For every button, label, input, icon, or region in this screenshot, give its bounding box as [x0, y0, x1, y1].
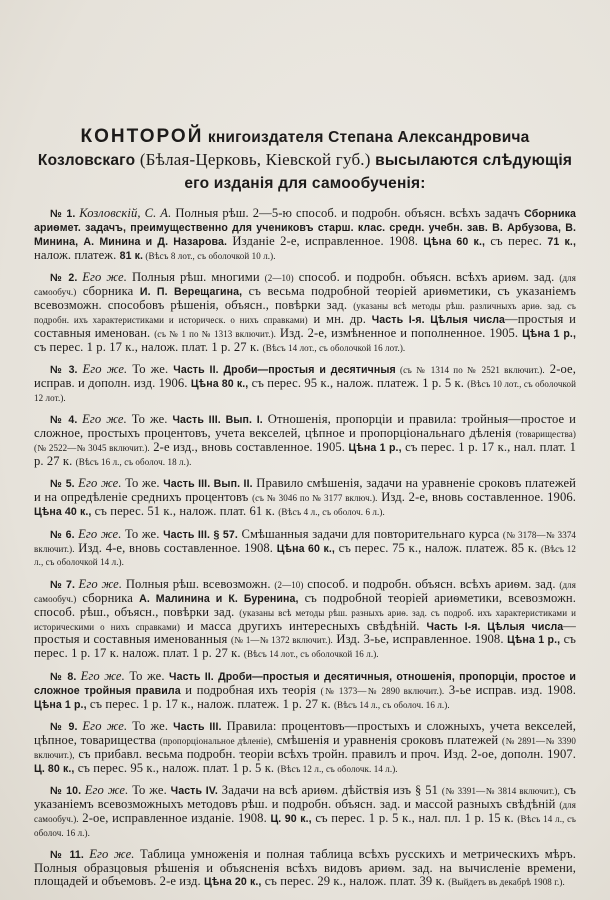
bold-text: Цѣна 1 р.,: [507, 634, 561, 647]
text: способ. и подробн. объясн. всѣхъ ариѳм. зад.: [303, 576, 560, 591]
small-note: (2—10): [264, 273, 294, 284]
text: Правила: процентовъ—простыхъ и сложныхъ, учета векселей, цѣпное, товарищества: [34, 719, 577, 747]
text: сборника: [76, 590, 140, 605]
bold-text: Часть III. § 57.: [163, 528, 238, 541]
small-note: (указаны всѣ методы рѣш. разныхъ ариѳ. зад. съ подроб. ихъ характеристиками и историческими о нихъ справками): [34, 607, 577, 632]
document-page: [34, 126, 576, 897]
text: Полныя рѣш. многими: [126, 270, 265, 285]
text: Изд. 2-е, вновь составленное. 1906.: [377, 490, 576, 505]
bold-text: Цѣна 60 к.,: [423, 235, 486, 248]
text: Задачи на всѣ ариѳм. дѣйствія изъ § 51: [217, 783, 442, 798]
text: То же.: [121, 526, 164, 541]
small-note: (для самообуч.): [34, 579, 577, 604]
text: То же.: [124, 668, 170, 683]
catalog-entry: [34, 578, 576, 661]
author-name: Его же.: [78, 576, 123, 591]
small-note: (Вѣсъ 14 л., съ оболоч. 16 л.).: [333, 699, 450, 710]
bold-text: Цѣна 1 р.,: [348, 442, 402, 455]
text: съ перес. 1 р. 17 к. налож. плат. 1 р. 27 к.: [34, 632, 576, 661]
text: съ перес. 75 к., налож. платеж. 85 к.: [334, 540, 541, 555]
catalog-entries: [34, 207, 576, 889]
small-note: (Вѣсъ 14 лот., съ оболочкой 16 л.).: [243, 649, 379, 660]
small-note: (съ № 1 по № 1313 включит.).: [154, 328, 277, 339]
catalog-entry: [34, 848, 576, 889]
small-note: (Выйдетъ въ декабрѣ 1908 г.).: [448, 877, 565, 888]
text: съ перес. 1 р. 5 к., нал. пл. 1 р. 15 к.: [311, 810, 518, 825]
author-name: Его же.: [78, 476, 122, 491]
publisher-office-heading: КОНТОРОЙ: [80, 126, 204, 147]
page-title: [34, 126, 576, 195]
text: съ весьма подробной теоріей ариѳметики, съ указаніемъ всевозможн. способовъ рѣшенія, объясн., повѣрки зад.: [34, 284, 576, 312]
text: съ перес. 1 р. 17 к., нал. плат. 1 р. 27 к.: [34, 440, 576, 468]
small-note: (№ 3178—№ 3374 включит.).: [34, 529, 577, 554]
bold-text: № 4.: [50, 414, 83, 427]
bold-text: книгоиздателя Степана Александровича Козловскаго: [37, 129, 530, 169]
small-note: (пропорціональное дѣленіе),: [159, 735, 274, 746]
text: (Бѣлая-Церковь, Кіевской губ.): [139, 150, 371, 169]
text: Полныя рѣш. всевозможн.: [122, 576, 275, 591]
bold-text: № 11.: [50, 849, 90, 862]
author-name: Его же.: [78, 526, 122, 541]
text: Изд. 3-ье, исправленное. 1908.: [332, 632, 508, 647]
author-name: Его же.: [82, 412, 127, 427]
bold-text: Часть III. Вып. II.: [163, 478, 253, 491]
bold-text: № 3.: [50, 364, 83, 377]
small-note: (для самообуч.).: [34, 800, 576, 824]
text: 2-е изд., вновь составленное. 1905.: [149, 440, 349, 455]
catalog-entry: [34, 670, 576, 712]
text: —простыя и составныя именован.: [34, 311, 576, 340]
author-name: Его же.: [80, 668, 125, 683]
bold-text: 81 к.: [119, 249, 144, 262]
bold-text: № 7.: [50, 578, 79, 591]
catalog-entry: [34, 207, 576, 263]
bold-text: 71 к.,: [547, 235, 577, 248]
small-note: (съ № 1314 по № 2521 включит.).: [395, 365, 545, 376]
small-note: (Вѣсъ 12 л., съ оболочкой 14 л.).: [34, 543, 577, 568]
text: —простыя и составныя именованныя: [34, 618, 576, 647]
small-note: (№ 1—№ 1372 включит.).: [230, 635, 333, 646]
text: Таблица умноженія и полная таблица всѣхъ русскихъ и метрическихъ мѣръ. Полныя образцовыя рѣшенія и объясненія всѣхъ видовъ ариѳм. зад. на вычисленіе времени, площадей и объемовъ. 2-е изд.: [34, 847, 576, 889]
text: Отношенія, пропорціи и правила: тройныя—простое и сложное, простыхъ процентовъ, учета векселей, цѣпное и пропорціональнаго дѣленія: [34, 412, 577, 441]
text: съ указаніемъ всевозможныхъ методовъ рѣш. и подробн. объясн. зад. и массой разныхъ свѣдѣній: [34, 783, 576, 812]
bold-text: № 8.: [50, 670, 81, 683]
text: съ перес. 1 р. 17 к., налож. платеж. 1 р. 27 к.: [86, 696, 334, 711]
small-note: (Вѣсъ 14 л., съ оболоч. 16 л.).: [34, 813, 576, 838]
catalog-entry: [34, 477, 576, 519]
text: и мн. др.: [307, 311, 372, 326]
bold-text: № 10.: [50, 785, 85, 798]
small-note: (2—10): [274, 579, 304, 590]
bold-text: Часть IV.: [170, 785, 218, 798]
bold-text: Ц. 90 к.,: [270, 812, 312, 825]
text: 3-ье исправ. изд. 1908.: [444, 682, 576, 697]
text: То же.: [128, 783, 171, 798]
author-name: Его же.: [82, 362, 128, 377]
bold-text: Сборника ариѳмет. задачъ, преимущественно для учениковъ старш. клас. средн. учебн. зав. В. Арбузова, В. Минина, А. Минина и Д. Назарова.: [34, 208, 576, 248]
bold-text: Цѣна 40 к.,: [34, 506, 92, 519]
bold-text: Цѣна 60 к.,: [276, 542, 335, 555]
text: съ прибавл. весьма подробн. теоріи всѣхъ тройн. правилъ и проч. Изд. 2-ое, дополн. 1907.: [74, 746, 576, 761]
text: Изд. 2-е, измѣненное и пополненное. 1905.: [276, 325, 523, 340]
bold-text: Часть I-я. Цѣлыя числа: [426, 620, 564, 633]
small-note: (Вѣсъ 12 л., съ оболочк. 14 л.).: [277, 763, 398, 774]
small-note: (Вѣсъ 4 л., съ оболоч. 6 л.).: [278, 507, 385, 518]
catalog-entry: [34, 528, 576, 570]
small-note: (товарищества) (№ 2522—№ 3045 включит.).: [34, 429, 576, 454]
bold-text: Цѣна 80 к.,: [190, 377, 249, 390]
text: и масса другихъ интересныхъ свѣдѣній.: [179, 618, 427, 633]
text: и подробная ихъ теорія: [180, 682, 321, 697]
small-note: (указаны всѣ методы рѣш. различныхъ ариѳ. зад. съ подробн. ихъ характеристиками и историческ. о нихъ справками): [34, 300, 576, 325]
bold-text: И. П. Верещагина,: [139, 286, 243, 299]
catalog-entry: [34, 413, 576, 469]
text: съ перес.: [485, 233, 548, 248]
small-note: (Вѣсъ 14 лот., съ оболочкой 16 лот.).: [262, 342, 406, 353]
text: То же.: [127, 362, 174, 377]
text: смѣшенія и уравненія сроковъ платежей: [273, 732, 503, 747]
bold-text: Часть I-я. Цѣлыя числа: [371, 313, 506, 326]
bold-text: А. Малинина и К. Буренина,: [139, 592, 299, 605]
catalog-entry: [34, 363, 576, 405]
text: налож. платеж.: [34, 247, 120, 262]
bold-text: Часть II. Дроби—простыя и десятичныя, отношенія, пропорціи, простое и сложное тройныя правила: [34, 670, 577, 697]
text: То же.: [126, 412, 173, 427]
small-note: (№ 3391—№ 3814 включит.),: [441, 786, 560, 797]
bold-text: № 5.: [50, 478, 79, 491]
bold-text: высылаются слѣдующія его изданія для самообученія:: [184, 152, 573, 192]
text: 2-ое, исправленное изданіе. 1908.: [78, 810, 271, 825]
bold-text: № 9.: [50, 721, 83, 733]
text: съ перес. 95 к., налож. плат. 1 р. 5 к.: [74, 760, 278, 775]
bold-text: № 2.: [50, 272, 83, 285]
author-name: Его же.: [82, 719, 128, 733]
small-note: (Вѣсъ 10 лот., съ оболочкой 12 лот.).: [34, 378, 576, 403]
small-note: (для самообуч.): [34, 273, 576, 298]
bold-text: № 1.: [50, 208, 80, 220]
text: съ перес. 1 р. 17 к., налож. плат. 1 р. 27 к.: [34, 339, 263, 354]
small-note: (№ 1373—№ 2890 включит.).: [320, 685, 445, 696]
small-note: (№ 2891—№ 3390 включит.),: [34, 735, 576, 760]
bold-text: Часть III. Вып. I.: [172, 414, 263, 427]
bold-text: Ц. 80 к.,: [34, 762, 75, 775]
bold-text: № 6.: [50, 528, 79, 541]
text: съ перес. 95 к., налож. платеж. 1 р. 5 к.: [248, 375, 468, 390]
text: 2-ое, исправ. и дополн. изд. 1906.: [34, 362, 576, 390]
text: То же.: [127, 719, 174, 733]
small-note: (съ № 3046 по № 3177 включ.).: [252, 493, 378, 504]
catalog-entry: [34, 271, 576, 354]
text: Изд. 4-е, вновь составленное. 1908.: [74, 540, 277, 555]
text: Правило смѣшенія, задачи на уравненіе сроковъ платежей и на опредѣленіе среднихъ процентовъ: [34, 476, 577, 505]
bold-text: Цѣна 20 к.,: [204, 876, 262, 889]
text: Изданіе 2-е, исправленное. 1908.: [227, 233, 424, 248]
bold-text: Часть III.: [173, 721, 222, 733]
bold-text: Часть II. Дроби—простыя и десятичныя: [173, 364, 396, 377]
small-note: (Вѣсъ 16 л., съ оболоч. 18 л.).: [75, 457, 192, 467]
text: съ подробной теоріей ариѳметики, всевозможн. способ. рѣш., объясн., повѣрки зад.: [34, 590, 576, 619]
bold-text: Цѣна 1 р.,: [522, 327, 576, 340]
text: съ перес. 51 к., налож. плат. 61 к.: [91, 504, 279, 519]
text: Полныя рѣш. 2—5-ю способ. и подробн. объясн. всѣхъ задачъ: [171, 206, 525, 220]
catalog-entry: [34, 720, 576, 776]
small-note: (Вѣсъ 8 лот., съ оболочкой 10 л.).: [143, 250, 276, 261]
bold-text: Цѣна 1 р.,: [34, 698, 87, 711]
text: сборника: [76, 284, 140, 299]
text: То же.: [121, 476, 164, 491]
text: съ перес. 29 к., налож. плат. 39 к.: [261, 874, 449, 889]
catalog-entry: [34, 784, 576, 840]
text: Смѣшанныя задачи для повторительнаго курса: [237, 526, 503, 541]
author-name: Его же.: [84, 783, 129, 798]
author-name: Козловскій, С. А.: [79, 206, 172, 220]
author-name: Его же.: [89, 847, 135, 862]
author-name: Его же.: [82, 270, 127, 285]
text: способ. и подробн. объясн. всѣхъ ариѳм. зад.: [293, 270, 560, 285]
